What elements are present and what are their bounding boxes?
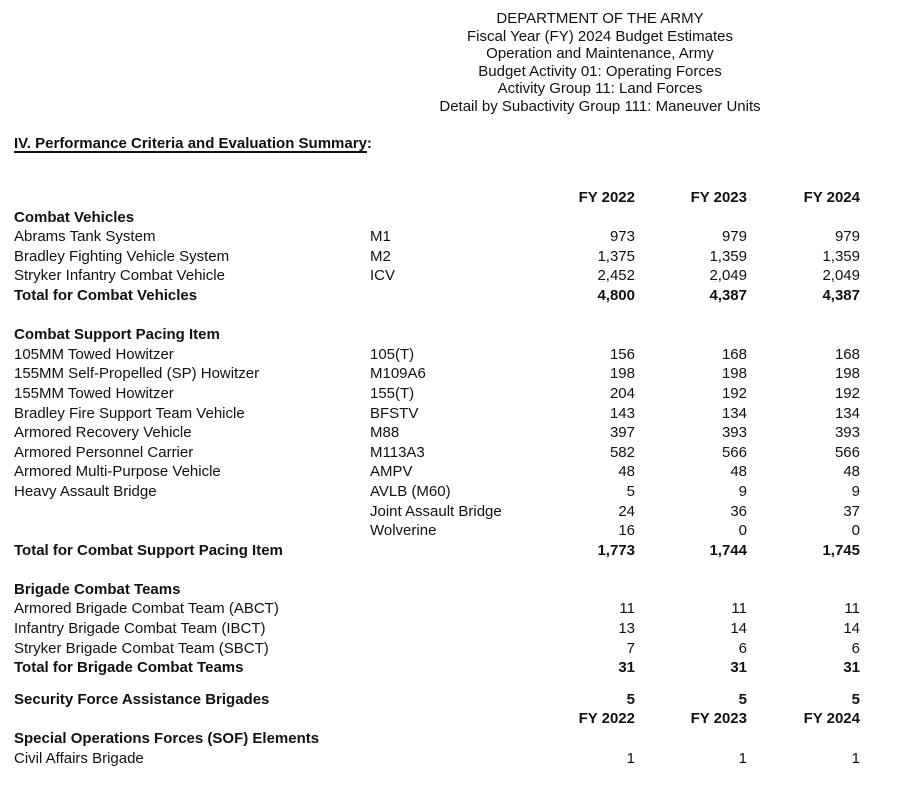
row-designation: 155(T) [370,384,415,402]
table-row-item [14,639,860,659]
table-row-item [14,266,860,286]
table-row-item [14,502,860,522]
row-label: Armored Multi-Purpose Vehicle [14,463,221,481]
row-value: 1,773 [597,541,635,559]
table-row-section [14,580,860,600]
row-label: 155MM Towed Howitzer [14,384,174,402]
row-label: Infantry Brigade Combat Team (IBCT) [14,620,266,638]
row-value: 204 [609,384,635,402]
row-value [747,325,860,345]
row-value: 168 [834,345,860,363]
table-row-section [14,729,860,749]
header-line: Activity Group 11: Land Forces [497,80,703,98]
row-value: 2,049 [709,267,747,285]
row-value: 36 [730,502,747,520]
row-value: 7 [626,639,635,657]
row-value: 37 [843,502,860,520]
table-row-spacer-small [14,678,860,690]
row-label: Bradley Fire Support Team Vehicle [14,404,245,422]
row-value: 168 [721,345,747,363]
row-value: 31 [843,659,860,677]
row-value: 198 [609,365,635,383]
row-value: 5 [626,690,635,708]
table-row-item [14,482,860,502]
header-line: Budget Activity 01: Operating Forces [478,62,722,80]
row-value: 1,359 [709,247,747,265]
row-value [520,580,635,600]
table-row-total [14,286,860,306]
row-label: Armored Recovery Vehicle [14,424,192,442]
column-header-fy: FY 2022 [578,710,635,728]
row-designation [370,580,520,600]
performance-table [14,188,860,768]
table-row-item [14,345,860,365]
table-row-item [14,749,860,769]
row-designation: M1 [370,228,391,246]
row-label: Stryker Infantry Combat Vehicle [14,267,225,285]
row-designation [370,658,520,678]
table-row-item [14,619,860,639]
row-value: 582 [609,443,635,461]
row-value: 393 [834,424,860,442]
row-value [635,729,747,749]
row-value: 31 [730,659,747,677]
row-value: 14 [843,620,860,638]
row-value: 6 [851,639,860,657]
row-value [747,580,860,600]
row-designation [370,619,520,639]
row-value: 566 [834,443,860,461]
row-value: 9 [738,482,747,500]
row-value: 14 [730,620,747,638]
row-value: 48 [843,463,860,481]
row-label: Total for Combat Vehicles [14,286,198,304]
row-value: 1,375 [597,247,635,265]
row-label: Brigade Combat Teams [14,580,181,598]
table-row-section [14,208,860,228]
row-value: 143 [609,404,635,422]
table-row-item [14,443,860,463]
row-designation [370,690,520,710]
row-value: 1,744 [709,541,747,559]
row-value: 156 [609,345,635,363]
row-designation: Wolverine [370,522,437,540]
row-label: Stryker Brigade Combat Team (SBCT) [14,639,269,657]
table-row-item [14,247,860,267]
row-label [14,502,370,522]
row-designation [370,208,520,228]
row-designation: ICV [370,267,396,285]
row-value [520,729,635,749]
document-header [291,10,909,116]
row-value [635,208,747,228]
row-label: Special Operations Forces (SOF) Elements [14,730,320,748]
row-value: 11 [731,600,747,618]
column-header-fy: FY 2024 [803,710,860,728]
row-label: 155MM Self-Propelled (SP) Howitzer [14,365,260,383]
table-row-item [14,227,860,247]
row-value: 13 [618,620,635,638]
header-line: Fiscal Year (FY) 2024 Budget Estimates [467,27,733,45]
row-value [747,208,860,228]
row-designation [370,286,520,306]
row-value: 11 [844,600,860,618]
row-value: 134 [834,404,860,422]
row-label: Total for Brigade Combat Teams [14,659,244,677]
row-designation: AMPV [370,463,413,481]
row-value: 1,359 [822,247,860,265]
row-designation: AVLB (M60) [370,482,451,500]
row-value: 31 [618,659,635,677]
table-row-item [14,384,860,404]
column-header-fy: FY 2024 [803,189,860,206]
table-row-item [14,404,860,424]
table-row-colheader [14,188,860,208]
table-row-total [14,541,860,561]
row-value: 973 [609,228,635,246]
row-value: 9 [851,482,860,500]
row-value: 24 [618,502,635,520]
row-label: 105MM Towed Howitzer [14,345,174,363]
row-value: 4,387 [822,286,860,304]
header-line: DEPARTMENT OF THE ARMY [496,10,704,27]
header-line: Detail by Subactivity Group 111: Maneuver Units [439,97,761,115]
table-row-spacer [14,560,860,580]
table-row-item [14,423,860,443]
row-value: 16 [618,522,635,540]
table-row-item [14,521,860,541]
row-value: 397 [609,424,635,442]
row-value: 5 [738,690,747,708]
row-value [747,729,860,749]
row-value: 2,049 [822,267,860,285]
row-value: 5 [626,482,635,500]
row-value: 1 [626,749,635,767]
row-label: Heavy Assault Bridge [14,482,157,500]
row-value: 192 [721,384,747,402]
table-row-item [14,599,860,619]
table-row-total [14,658,860,678]
row-value: 4,800 [597,286,635,304]
row-value: 1 [738,749,747,767]
row-designation: M2 [370,247,391,265]
row-value [635,325,747,345]
table-row-section [14,325,860,345]
row-designation: 105(T) [370,345,415,363]
row-value: 4,387 [709,286,747,304]
row-label: Bradley Fighting Vehicle System [14,247,230,265]
header-line: Operation and Maintenance, Army [486,45,714,63]
row-value: 5 [851,690,860,708]
row-value: 0 [738,522,747,540]
row-designation: Joint Assault Bridge [370,502,502,520]
table-row-item [14,364,860,384]
row-value: 11 [619,600,635,618]
row-value: 2,452 [597,267,635,285]
row-designation [370,639,520,659]
row-value: 192 [834,384,860,402]
row-label: Civil Affairs Brigade [14,749,144,767]
row-designation [370,188,520,208]
row-designation: M109A6 [370,365,426,383]
row-designation: M113A3 [370,443,425,461]
row-value: 198 [721,365,747,383]
row-value: 1 [851,749,860,767]
row-value: 6 [738,639,747,657]
table-row-colheader [14,709,860,729]
row-value: 1,745 [822,541,860,559]
row-value: 0 [851,522,860,540]
table-row-spacer [14,306,860,326]
row-designation [370,729,520,749]
row-designation [370,325,520,345]
row-label: Combat Support Pacing Item [14,326,220,344]
row-designation: M88 [370,424,400,442]
row-value: 198 [834,365,860,383]
row-value: 979 [721,228,747,246]
row-label: Combat Vehicles [14,208,135,226]
row-value [520,208,635,228]
row-value: 979 [834,228,860,246]
column-header-fy: FY 2023 [690,189,747,206]
row-value: 134 [721,404,747,422]
section-title-text: IV. Performance Criteria and Evaluation Summary [14,135,367,152]
column-header-fy: FY 2022 [578,189,635,206]
table-row-item [14,462,860,482]
row-designation [370,709,520,729]
row-designation [370,749,520,769]
row-value [520,325,635,345]
row-label: Armored Brigade Combat Team (ABCT) [14,600,279,618]
row-designation: BFSTV [370,404,419,422]
row-label: Total for Combat Support Pacing Item [14,541,283,559]
row-designation [370,599,520,619]
row-label [14,709,370,729]
row-label: Armored Personnel Carrier [14,443,194,461]
row-label: Security Force Assistance Brigades [14,690,270,708]
row-value: 393 [721,424,747,442]
section-title-colon: : [366,135,372,152]
column-header-fy: FY 2023 [690,710,747,728]
row-value: 48 [618,463,635,481]
row-value [635,580,747,600]
row-value: 566 [721,443,747,461]
row-label: Abrams Tank System [14,228,156,246]
section-title [14,135,372,152]
row-label [14,188,370,208]
row-designation [370,541,520,561]
table-row-total [14,690,860,710]
row-value: 48 [730,463,747,481]
row-label [14,521,370,541]
